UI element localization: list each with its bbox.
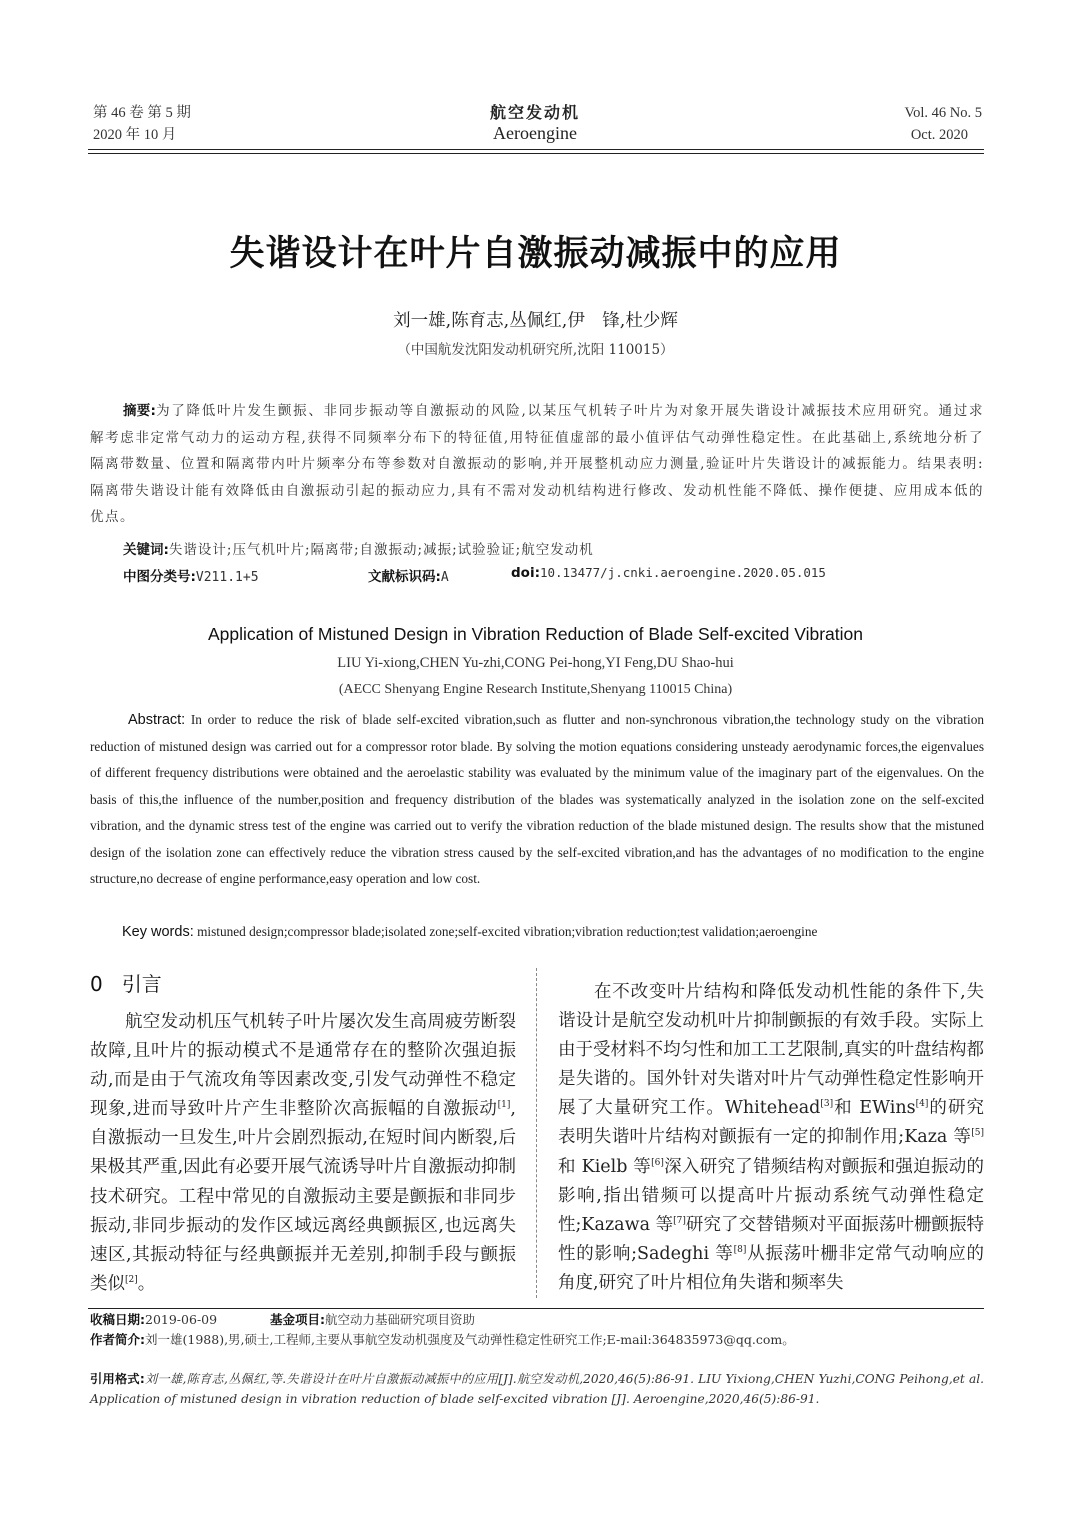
date-cn: 2020 年 10 月	[93, 127, 177, 143]
abstract-cn-text: 为了降低叶片发生颤振、非同步振动等自激振动的风险,以某压气机转子叶片为对象开展失谐设计减振技术应用研究。通过求解考虑非定常气动力的运动方程,获得不同频率分布下的特征值,用特征值虚部的最小值评估气动弹性稳定性。在此基础上,系统地分析了隔离带数量、位置和隔离带内叶片频率分布等参数对自激振动的影响,并开展整机动应力测量,验证叶片失谐设计的减振能力。结果表明:隔离带失谐设计能有效降低由自激振动引起的振动应力,具有不需对发动机结构进行修改、发动机性能不降低、操作便捷、应用成本低的优点。	[90, 403, 984, 525]
body-right-text-3: 的研究表明失谐叶片结构对颤振有一定的抑制作用;Kaza 等	[558, 1098, 984, 1148]
keywords-en-label: Key words:	[122, 924, 194, 940]
author-label: 作者简介:	[90, 1332, 145, 1347]
ref-2[interactable]: [2]	[125, 1275, 138, 1286]
doi-label: doi:	[511, 565, 540, 581]
abstract-en	[90, 707, 984, 893]
abstract-cn-label: 摘要:	[123, 403, 156, 419]
body-right-text-5: 深入研究了错频结构对颤振和强迫振动的影响,指出错频可以提高叶片振动系统气动弹性稳定性;Kazawa 等	[558, 1156, 985, 1235]
body-right-text-4: 和 Kielb 等	[558, 1156, 652, 1177]
volume-issue-cn: 第 46 卷 第 5 期	[93, 105, 191, 121]
volume-issue-en: Vol. 46 No. 5	[904, 105, 982, 121]
fund-label: 基金项目:	[270, 1312, 325, 1327]
keywords-en	[122, 919, 984, 946]
header-rule	[88, 149, 984, 150]
doc-value: A	[440, 570, 450, 585]
header-rule-thin	[88, 153, 984, 154]
clc-number	[123, 565, 259, 585]
clc-value: V211.1+5	[195, 570, 259, 585]
journal-name	[385, 100, 685, 144]
body-left-column	[90, 1008, 516, 1299]
body-right-text-1: 在不改变叶片结构和降低发动机性能的条件下,失谐设计是航空发动机叶片抑制颤振的有效手段。实际上由于受材料不均匀性和加工工艺限制,真实的叶盘结构都是失谐的。国外针对失谐对叶片气动弹性稳定性影响开展了大量研究工作。Whitehead	[558, 982, 984, 1119]
section-heading	[90, 968, 162, 997]
column-divider	[536, 968, 537, 1298]
clc-label: 中图分类号:	[123, 569, 196, 585]
doc-code	[368, 565, 450, 585]
issue-info-en	[780, 102, 982, 146]
issue-info	[93, 102, 293, 146]
keywords-cn-text: 失谐设计;压气机叶片;隔离带;自激振动;减振;试验验证;航空发动机	[168, 542, 594, 558]
citation-text: 刘一雄,陈育志,丛佩红,等.失谐设计在叶片自激振动减振中的应用[J].航空发动机,2020,46(5):86-91. LIU Yixiong,CHEN Yuzhi,CONG Peihong,et al. Application of mistuned design in vibration reduction of blade self-excited vibration [J]. Aeroengine,2020,46(5):86-91.	[90, 1372, 985, 1406]
body-right-text-6: 研究了交替错频对平面振荡叶栅颤振特性的影响;Sadeghi 等	[558, 1214, 984, 1264]
journal-name-en: Aeroengine	[493, 123, 577, 143]
footnote-received	[90, 1310, 217, 1330]
doi	[511, 565, 826, 581]
received-label: 收稿日期:	[90, 1312, 145, 1327]
section-title: 引言	[121, 972, 162, 996]
doc-label: 文献标识码:	[368, 569, 441, 585]
body-right-column	[558, 978, 984, 1298]
affiliation-cn: （中国航发沈阳发动机研究所,沈阳 110015）	[397, 342, 674, 358]
ref-5[interactable]: [5]	[971, 1128, 984, 1139]
section-number: 0	[90, 972, 103, 996]
keywords-en-text: mistuned design;compressor blade;isolated zone;self-excited vibration;vibration reduction;test validation;aeroengine	[197, 924, 818, 939]
ref-8[interactable]: [8]	[733, 1245, 747, 1256]
author-value: 刘一雄(1988),男,硕士,工程师,主要从事航空发动机强度及气动弹性稳定性研究工作;E-mail:364835973@qq.com。	[145, 1332, 795, 1347]
paper-title-en: Application of Mistuned Design in Vibration Reduction of Blade Self-excited Vibration	[207, 624, 864, 644]
body-right-text-7: 从振荡叶栅非定常气动响应的角度,研究了叶片相位角失谐和频率失	[558, 1243, 985, 1293]
abstract-en-text: In order to reduce the risk of blade self-excited vibration,such as flutter and non-synchronous vibration,the technology study on the vibration reduction of mistuned design was carried out for a compressor rotor blade. By solving the motion equations considering unsteady aerodynamic forces,the eigenvalues of different frequency distributions were obtained and the aeroelastic stability was evaluated by the minimum value of the imaginary part of the eigenvalues. On the basis of this,the influence of the number,position and frequency distribution of the blades was systematically analyzed in the isolation zone on the self-excited vibration, and the dynamic stress test of the engine was carried out to verify the vibration reduction of the blade mistuned design. The results show that the mistuned design of the isolation zone can effectively reduce the vibration stress caused by the self-excited vibration,and has the advantages of no modification to the engine structure,no decrease of engine performance,easy operation and low cost.	[90, 712, 984, 886]
affiliation-en: (AECC Shenyang Engine Research Institute,Shenyang 110015 China)	[338, 682, 733, 697]
citation-label: 引用格式:	[90, 1372, 145, 1386]
body-right-text-2: 和 EWins	[833, 1098, 916, 1119]
paper-title-cn: 失谐设计在叶片自激振动减振中的应用	[229, 234, 842, 274]
ref-3[interactable]: [3]	[820, 1099, 834, 1110]
journal-name-cn: 航空发动机	[489, 103, 580, 122]
doi-value: 10.13477/j.cnki.aeroengine.2020.05.015	[539, 565, 826, 580]
footnote-rule	[88, 1308, 984, 1309]
abstract-en-label: Abstract:	[128, 712, 186, 728]
keywords-cn	[123, 538, 983, 558]
abstract-cn	[90, 398, 984, 531]
body-left-text-1: 航空发动机压气机转子叶片屡次发生高周疲劳断裂故障,且叶片的振动模式不是通常存在的整阶次强迫振动,而是由于气流攻角等因素改变,引发气动弹性不稳定现象,进而导致叶片产生非整阶次高振幅的自激振动	[90, 1012, 516, 1120]
authors-en: LIU Yi-xiong,CHEN Yu-zhi,CONG Pei-hong,YI Feng,DU Shao-hui	[337, 655, 734, 671]
received-value: 2019-06-09	[145, 1312, 218, 1327]
footnote-author	[90, 1330, 984, 1350]
footnote-fund	[270, 1310, 475, 1330]
ref-4[interactable]: [4]	[915, 1099, 929, 1110]
citation-format	[90, 1369, 984, 1409]
date-en: Oct. 2020	[910, 127, 968, 143]
keywords-cn-label: 关键词:	[123, 542, 169, 558]
ref-6[interactable]: [6]	[651, 1157, 664, 1168]
body-left-text-2: ,自激振动一旦发生,叶片会剧烈振动,在短时间内断裂,后果极其严重,因此有必要开展气流诱导叶片自激振动抑制技术研究。工程中常见的自激振动主要是颤振和非同步振动,非同步振动的发作区域远离经典颤振区,也远离失速区,其振动特征与经典颤振并无差别,抑制手段与颤振类似	[90, 1099, 516, 1294]
ref-1[interactable]: [1]	[497, 1100, 511, 1111]
authors-cn: 刘一雄,陈育志,丛佩红,伊 锋,杜少辉	[393, 311, 678, 331]
ref-7[interactable]: [7]	[673, 1215, 686, 1226]
body-left-text-3: 。	[137, 1273, 156, 1294]
fund-value: 航空动力基础研究项目资助	[325, 1312, 476, 1327]
